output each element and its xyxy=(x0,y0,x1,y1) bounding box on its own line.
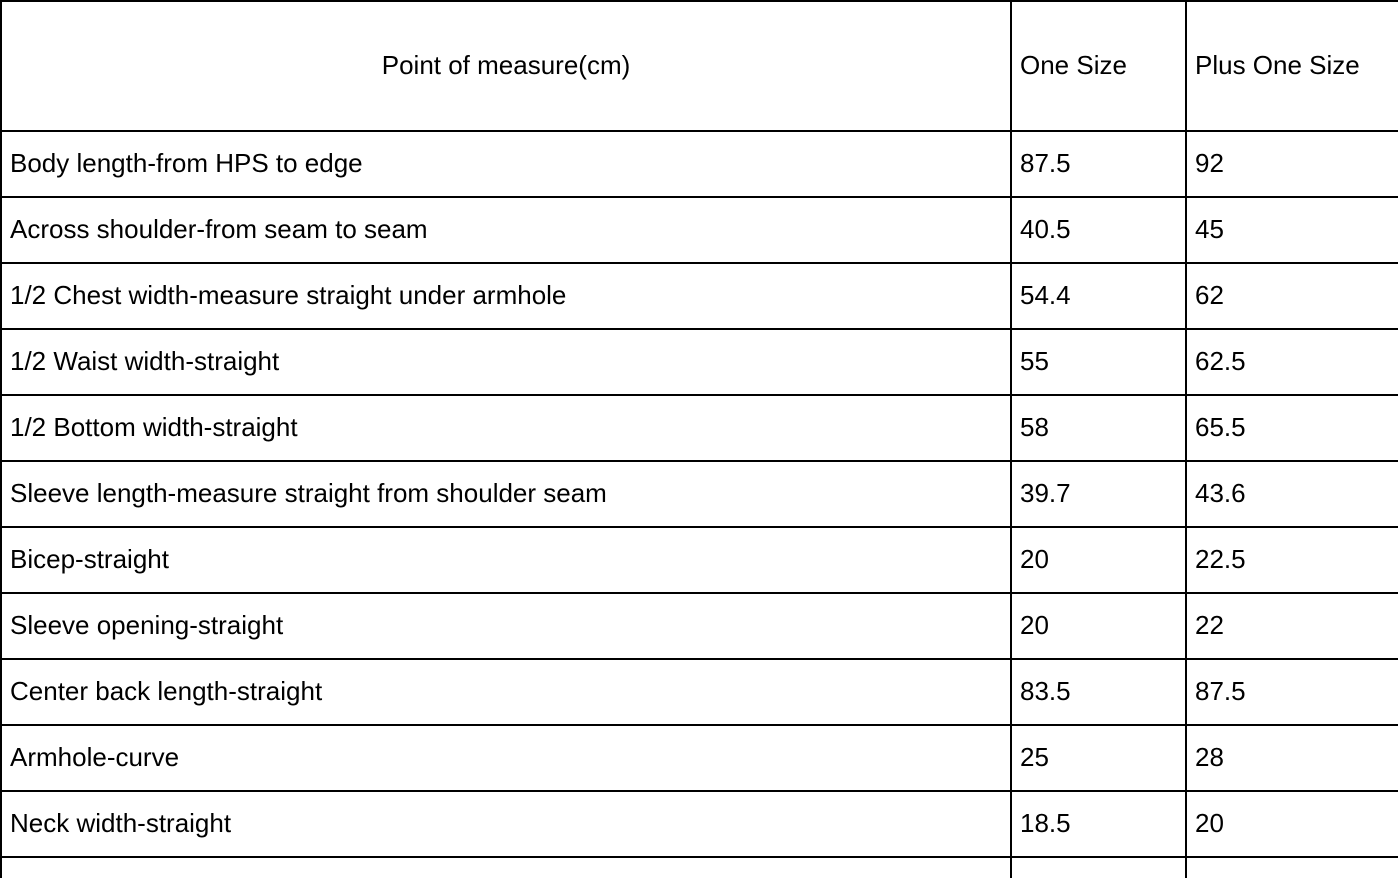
table-header xyxy=(1,1,1398,131)
cell-plus-one-size: 28 xyxy=(1186,725,1398,791)
cell-plus-one-size: 22 xyxy=(1186,593,1398,659)
cell-plus-one-size: 45 xyxy=(1186,197,1398,263)
table-row xyxy=(1,329,1398,395)
cell-description xyxy=(1,857,1011,878)
table-row xyxy=(1,659,1398,725)
table-row xyxy=(1,857,1398,878)
cell-plus-one-size: 20 xyxy=(1186,791,1398,857)
cell-description: Bicep-straight xyxy=(1,527,1011,593)
table-body xyxy=(1,131,1398,878)
cell-one-size: 87.5 xyxy=(1011,131,1186,197)
table-row xyxy=(1,263,1398,329)
table-row xyxy=(1,395,1398,461)
cell-one-size: 55 xyxy=(1011,329,1186,395)
cell-description: Center back length-straight xyxy=(1,659,1011,725)
cell-description: 1/2 Bottom width-straight xyxy=(1,395,1011,461)
column-header-plus-one-size: Plus One Size xyxy=(1186,1,1398,131)
cell-one-size: 20 xyxy=(1011,527,1186,593)
cell-description: Body length-from HPS to edge xyxy=(1,131,1011,197)
cell-description: Armhole-curve xyxy=(1,725,1011,791)
cell-description: Neck width-straight xyxy=(1,791,1011,857)
cell-plus-one-size: 62 xyxy=(1186,263,1398,329)
table-header-row xyxy=(1,1,1398,131)
table-row xyxy=(1,725,1398,791)
cell-plus-one-size: 43.6 xyxy=(1186,461,1398,527)
cell-plus-one-size: 62.5 xyxy=(1186,329,1398,395)
cell-description: 1/2 Waist width-straight xyxy=(1,329,1011,395)
table-row xyxy=(1,197,1398,263)
cell-one-size: 18.5 xyxy=(1011,791,1186,857)
cell-plus-one-size xyxy=(1186,857,1398,878)
cell-description: Sleeve opening-straight xyxy=(1,593,1011,659)
cell-one-size: 58 xyxy=(1011,395,1186,461)
table-row xyxy=(1,593,1398,659)
column-header-one-size: One Size xyxy=(1011,1,1186,131)
column-header-description: Point of measure(cm) xyxy=(1,1,1011,131)
cell-plus-one-size: 92 xyxy=(1186,131,1398,197)
table-row xyxy=(1,527,1398,593)
table-row xyxy=(1,791,1398,857)
cell-plus-one-size: 65.5 xyxy=(1186,395,1398,461)
table-row xyxy=(1,461,1398,527)
cell-description: Across shoulder-from seam to seam xyxy=(1,197,1011,263)
cell-description: 1/2 Chest width-measure straight under armhole xyxy=(1,263,1011,329)
cell-one-size: 39.7 xyxy=(1011,461,1186,527)
cell-plus-one-size: 22.5 xyxy=(1186,527,1398,593)
cell-one-size: 40.5 xyxy=(1011,197,1186,263)
cell-one-size: 20 xyxy=(1011,593,1186,659)
cell-one-size: 54.4 xyxy=(1011,263,1186,329)
table-row xyxy=(1,131,1398,197)
cell-one-size xyxy=(1011,857,1186,878)
cell-description: Sleeve length-measure straight from shoulder seam xyxy=(1,461,1011,527)
cell-one-size: 25 xyxy=(1011,725,1186,791)
cell-one-size: 83.5 xyxy=(1011,659,1186,725)
cell-plus-one-size: 87.5 xyxy=(1186,659,1398,725)
